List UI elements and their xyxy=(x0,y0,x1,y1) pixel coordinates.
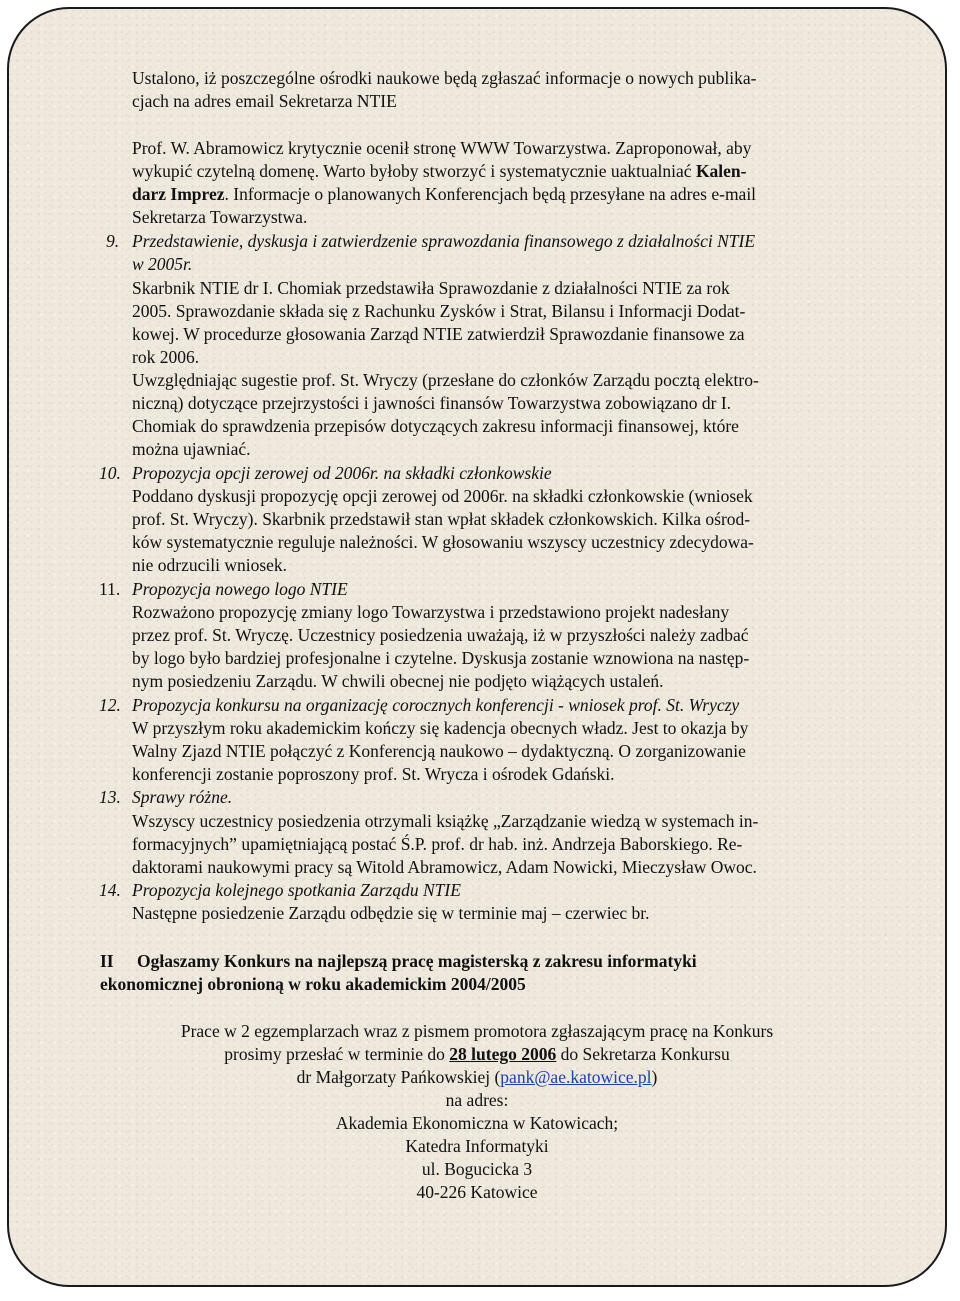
item-13-body-2: formacyjnych” upamiętniającą postać Ś.P. prof. dr hab. inż. Andrzeja Baborskiego. Re- xyxy=(132,834,743,854)
item-9-body-4: rok 2006. xyxy=(132,347,200,367)
item-9-title-1: Przedstawienie, dyskusja i zatwierdzenie sprawozdania finansowego z działalności NTIE xyxy=(132,231,756,251)
contest-address-4: 40-226 Katowice xyxy=(416,1182,538,1202)
item-9-title-2: w 2005r. xyxy=(132,254,193,274)
item-11-body-4: nym posiedzeniu Zarządu. W chwili obecnej nie podjęto wiążących ustaleń. xyxy=(132,671,664,691)
section-2-numeral: II xyxy=(100,951,114,971)
contest-line-3-post: ) xyxy=(651,1067,658,1087)
www-line-3 xyxy=(132,183,756,205)
item-9-body-2: 2005. Sprawozdanie składa się z Rachunku Zysków i Strat, Bilansu i Informacji Dodat- xyxy=(132,301,746,321)
section-2-heading-line-2: ekonomicznej obronioną w roku akademickim 2004/2005 xyxy=(100,974,526,994)
item-12-body-1: W przyszłym roku akademickim kończy się kadencja obecnych władz. Jest to okazja by xyxy=(132,718,749,738)
contest-line-3-pre: dr Małgorzaty Pańkowskiej ( xyxy=(296,1067,501,1087)
item-9-body-5: Uwzględniając sugestie prof. St. Wryczy (przesłane do członków Zarządu pocztą elektro- xyxy=(132,370,759,390)
item-9-body-1: Skarbnik NTIE dr I. Chomiak przedstawiła Sprawozdanie z działalności NTIE za rok xyxy=(132,278,730,298)
www-line-2-text: wykupić czytelną domenę. Warto byłoby stworzyć i systematycznie uaktualniać xyxy=(132,161,696,181)
item-13-title: Sprawy różne. xyxy=(132,787,233,807)
item-12-title: Propozycja konkursu na organizację corocznych konferencji - wniosek prof. St. Wryczy xyxy=(132,695,740,715)
contest-line-2-pre: prosimy przesłać w terminie do xyxy=(224,1044,450,1064)
item-14-body-1: Następne posiedzenie Zarządu odbędzie się w terminie maj – czerwiec br. xyxy=(132,903,650,923)
item-9-body-3: kowej. W procedurze głosowania Zarząd NTIE zatwierdził Sprawozdanie finansowe za xyxy=(132,324,745,344)
item-12-body-3: konferencji zostanie poproszony prof. St. Wrycza i ośrodek Gdański. xyxy=(132,764,615,784)
contest-deadline: 28 lutego 2006 xyxy=(449,1044,557,1064)
item-14-title: Propozycja kolejnego spotkania Zarządu NTIE xyxy=(132,880,461,900)
item-11-title: Propozycja nowego logo NTIE xyxy=(132,579,348,599)
www-line-4: Sekretarza Towarzystwa. xyxy=(132,207,308,227)
www-line-3-text: . Informacje o planowanych Konferencjach będą przesyłane na adres e-mail xyxy=(224,184,757,204)
item-11-body-1: Rozważono propozycję zmiany logo Towarzystwa i przedstawiono projekt nadesłany xyxy=(132,602,730,622)
item-13-number: 13. xyxy=(99,787,121,807)
kalendarz-bold-end: darz Imprez xyxy=(132,184,225,204)
intro-line-2: cjach na adres email Sekretarza NTIE xyxy=(132,91,397,111)
contest-address-3: ul. Bogucicka 3 xyxy=(421,1159,533,1179)
item-9-body-6: niczną) dotyczące przejrzystości i jawności finansów Towarzystwa zobowiązano dr I. xyxy=(132,393,732,413)
contest-line-1: Prace w 2 egzemplarzach wraz z pismem promotora zgłaszającym pracę na Konkurs xyxy=(180,1021,774,1041)
item-9-number: 9. xyxy=(106,231,120,251)
item-13-body-3: daktorami naukowymi pracy są Witold Abramowicz, Adam Nowicki, Mieczysław Owoc. xyxy=(132,857,757,877)
contest-line-2-post: do Sekretarza Konkursu xyxy=(556,1044,730,1064)
item-10-body-2: prof. St. Wryczy). Skarbnik przedstawił stan wpłat składek członkowskich. Kilka ośrod- xyxy=(132,509,751,529)
contest-email-link[interactable]: pank@ae.katowice.pl xyxy=(500,1067,652,1087)
kalendarz-bold-start: Kalen- xyxy=(695,161,747,181)
contest-address-label: na adres: xyxy=(445,1090,509,1110)
item-10-body-3: ków systematycznie reguluje należności. W głosowaniu wszyscy uczestnicy zdecydowa- xyxy=(132,532,754,552)
contest-address-1: Akademia Ekonomiczna w Katowicach; xyxy=(335,1113,619,1133)
item-10-number: 10. xyxy=(99,463,121,483)
item-10-body-4: nie odrzucili wniosek. xyxy=(132,555,288,575)
www-line-2 xyxy=(132,160,747,182)
intro-line-1: Ustalono, iż poszczególne ośrodki naukowe będą zgłaszać informacje o nowych publika- xyxy=(132,68,757,88)
item-12-number: 12. xyxy=(99,695,121,715)
item-10-body-1: Poddano dyskusji propozycję opcji zerowej od 2006r. na składki członkowskie (wniosek xyxy=(132,486,753,506)
item-14-number: 14. xyxy=(99,880,121,900)
item-9-body-7: Chomiak do sprawdzenia przepisów dotyczących zakresu informacji finansowej, które xyxy=(132,416,739,436)
item-11-body-3: by logo było bardziej profesjonalne i czytelne. Dyskusja zostanie wznowiona na następ- xyxy=(132,648,750,668)
document-page xyxy=(7,7,947,1287)
item-11-body-2: przez prof. St. Wryczę. Uczestnicy posiedzenia uważają, iż w przyszłości należy zadbać xyxy=(132,625,749,645)
contest-line-2 xyxy=(9,1043,945,1065)
www-line-1: Prof. W. Abramowicz krytycznie ocenił stronę WWW Towarzystwa. Zaproponował, aby xyxy=(132,138,752,158)
contest-line-3 xyxy=(9,1066,945,1088)
item-13-body-1: Wszyscy uczestnicy posiedzenia otrzymali książkę „Zarządzanie wiedzą w systemach in- xyxy=(132,811,759,831)
item-9-body-8: można ujawniać. xyxy=(132,439,251,459)
contest-address-2: Katedra Informatyki xyxy=(405,1136,549,1156)
item-11-number: 11. xyxy=(99,579,121,599)
item-10-title: Propozycja opcji zerowej od 2006r. na składki członkowskie xyxy=(132,463,552,483)
section-2-heading-line-1: Ogłaszamy Konkurs na najlepszą pracę magisterską z zakresu informatyki xyxy=(137,951,697,971)
item-12-body-2: Walny Zjazd NTIE połączyć z Konferencją naukowo – dydaktyczną. O zorganizowanie xyxy=(132,741,746,761)
